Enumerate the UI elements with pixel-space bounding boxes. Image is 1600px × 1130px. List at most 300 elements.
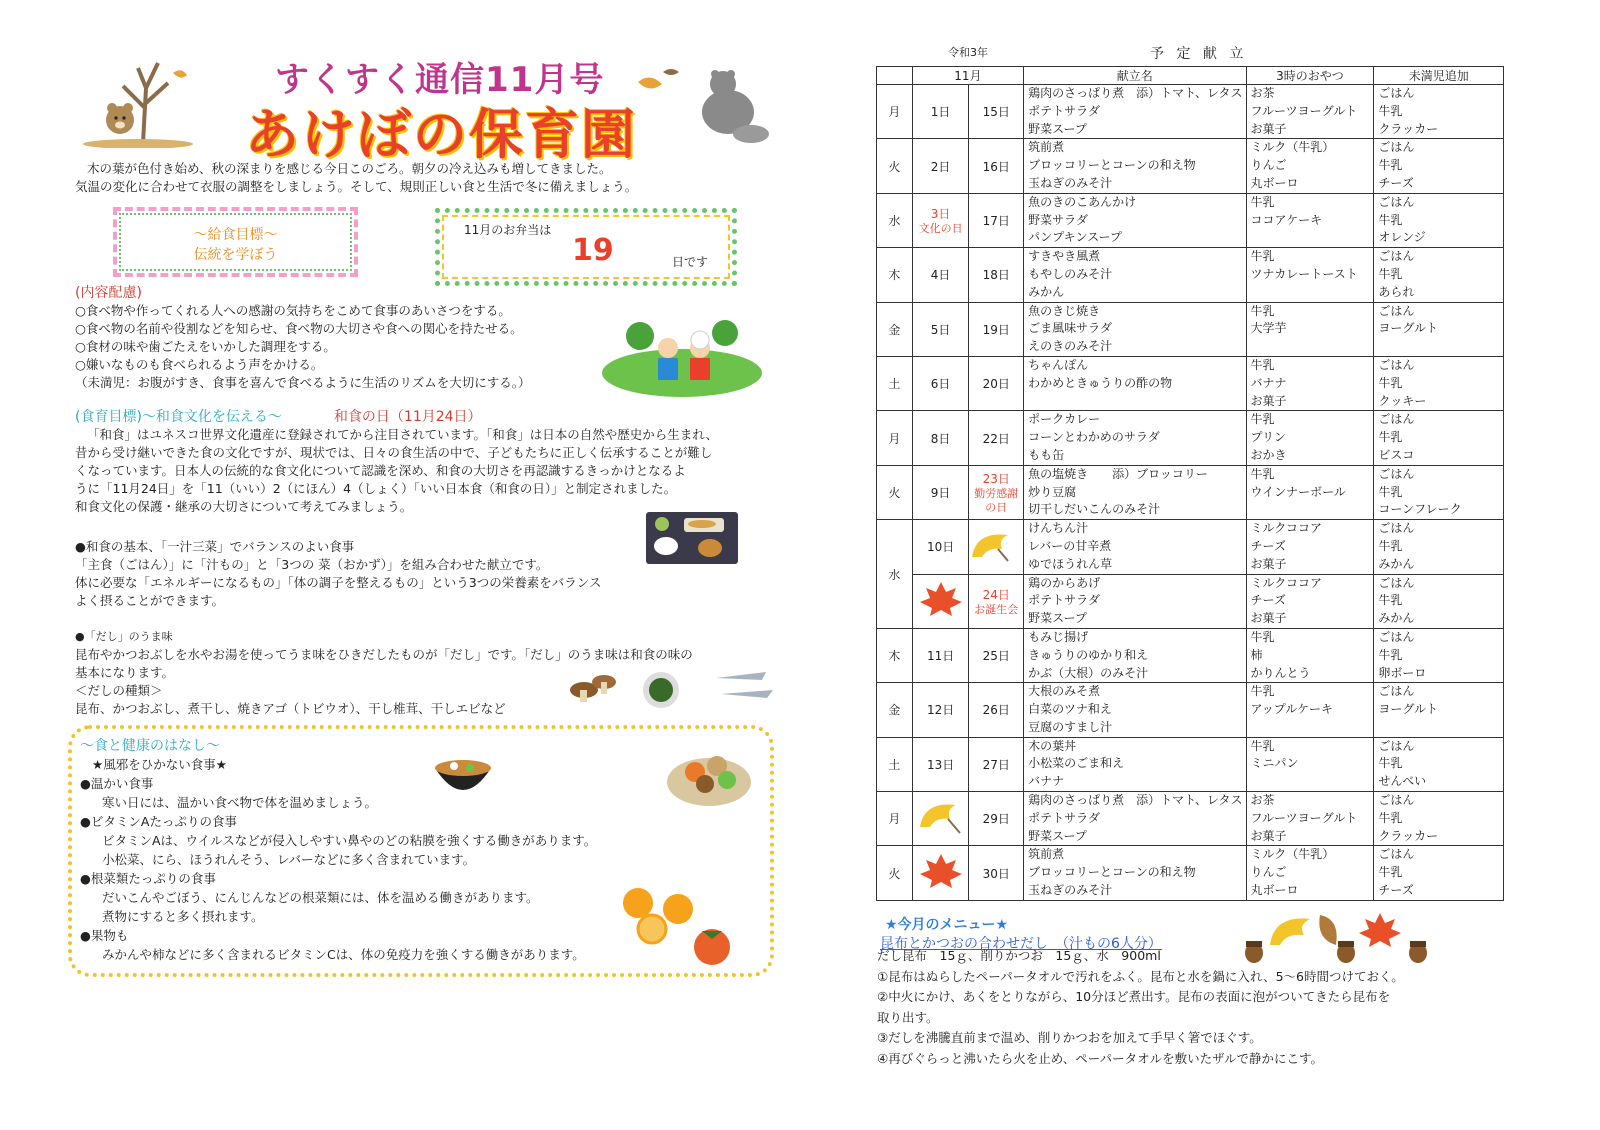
menu-infant-item: クラッカー (1378, 828, 1439, 843)
menu-dishes-item: ごま風味サラダ (1028, 321, 1112, 336)
recipe-heading: ★今月のメニュー★ (885, 917, 1009, 933)
menu-snack-item: りんご (1250, 158, 1287, 173)
menu-date-value: 9日 (930, 485, 951, 500)
menu-date (969, 356, 1024, 410)
menu-date (969, 139, 1024, 193)
nursery-name: あけぼの保育園 (245, 103, 637, 166)
menu-dishes-item: すきやき風煮 (1028, 249, 1101, 264)
menu-dow: 火 (877, 465, 913, 519)
dashi-ingredients-illustration (566, 664, 781, 714)
bento-suffix: 日です (672, 255, 709, 269)
menu-snack-item: お菓子 (1250, 393, 1287, 408)
era-label: 令和3年 (948, 46, 988, 59)
menu-row (877, 248, 1504, 302)
menu-snack-item (1251, 338, 1371, 356)
menu-date (912, 139, 969, 193)
menu-date (912, 737, 969, 791)
menu-snack-item: 柿 (1250, 647, 1263, 662)
menu-snack-item: バナナ (1250, 375, 1287, 390)
menu-infant-item: 牛乳 (1378, 865, 1403, 880)
care-heading: (内容配慮) (75, 285, 142, 301)
menu-title: 予 定 献 立 (1150, 46, 1248, 62)
goal-line2: 伝統を学ぼう (193, 247, 278, 263)
menu-infant (1374, 411, 1504, 465)
health-section: ～食と健康のはなし～ ★風邪をひかない食事★ ●温かい食事 寒い日には、温かい食べ物で体を温めましょう。 ●ビタミンAたっぷりの食事 ビタミンAは、ウイルスなどが侵入しやすい鼻やのどの粘膜を強くする働きがあります。 小松菜、にら、ほうれんそう、レバーなどに多く含まれています。 ●根菜類たっぷりの食事 だいこんやごぼう、にんじんなどの根菜類には、体を温める働きがあります。 煮物にすると多く摂れます。 ●果物も みかんや柿などに多く含まれるビタミンCは、体の免疫力を強くする働きがあります。 (80, 738, 597, 962)
menu-dishes-item: ブロッコリーとコーンの和え物 (1028, 158, 1196, 173)
menu-infant-item: 牛乳 (1378, 103, 1403, 118)
menu-dow: 月 (877, 85, 913, 139)
menu-dishes-item: ゆでほうれん草 (1028, 556, 1113, 571)
menu-snack-item: フルーツヨーグルト (1250, 103, 1358, 118)
header-month: 11月 (912, 67, 1023, 85)
menu-snack (1246, 193, 1374, 247)
menu-row (877, 465, 1504, 519)
menu-date-value: 27日 (982, 757, 1010, 772)
menu-snack (1246, 411, 1374, 465)
menu-snack-item (1251, 229, 1371, 247)
menu-infant-item: クッキー (1378, 393, 1427, 408)
menu-dishes-item: 大根のみそ煮 (1028, 684, 1101, 699)
care-section: (内容配慮) ○食べ物や作ってくれる人への感謝の気持ちをこめて食事のあいさつをする。 ○食べ物の名前や役割などを知らせ、食べ物の大切さや食への関心を持たせる。 ○食材の味や歯ごたえをいかした調理をする。 ○嫌いなものも食べられるよう声をかける。 （未満児：お腹がすき、食事を喜んで食べるように生活のリズムを大切にする。） (75, 285, 531, 390)
miso-soup-illustration (432, 748, 494, 804)
menu-infant-item: ごはん (1378, 793, 1415, 808)
menu-date (969, 302, 1024, 356)
nimono-illustration (665, 738, 753, 810)
menu-dow: 金 (877, 683, 913, 737)
menu-dow: 月 (877, 792, 913, 846)
menu-date-value: 10日 (926, 540, 955, 555)
menu-dow: 金 (877, 302, 913, 356)
menu-snack (1246, 302, 1374, 356)
menu-infant-item: あられ (1378, 284, 1415, 299)
lunch-goal-box (113, 207, 358, 277)
menu-infant-item: 牛乳 (1378, 266, 1403, 281)
menu-snack-item: かりんとう (1250, 665, 1311, 680)
menu-snack-item: ミルク（牛乳） (1250, 140, 1335, 155)
bento-days: 19 (572, 233, 614, 268)
menu-dow: 火 (877, 139, 913, 193)
menu-infant-item: みかん (1378, 556, 1415, 571)
menu-table (876, 66, 1504, 901)
menu-dishes-item: バナナ (1028, 774, 1065, 789)
menu-dishes-item: 鶏肉のさっぱり煮 添）トマト、レタス (1028, 86, 1243, 100)
menu-infant-item: ヨーグルト (1378, 321, 1439, 336)
menu-dishes-item: 白菜のツナ和え (1028, 702, 1112, 717)
menu-date-value: 3日 (930, 206, 951, 221)
menu-snack-item: 牛乳 (1250, 738, 1275, 753)
menu-dishes-item: 鶏のからあげ (1028, 575, 1101, 590)
menu-date (912, 628, 969, 682)
menu-dishes-item: コーンとわかめのサラダ (1028, 430, 1160, 445)
menu-date (969, 248, 1024, 302)
menu-infant-item: 卵ボーロ (1378, 665, 1427, 680)
menu-snack-item: 牛乳 (1250, 684, 1275, 699)
menu-date (912, 683, 969, 737)
menu-snack-item: ミルクココア (1250, 575, 1323, 590)
menu-dishes-item: もみじ揚げ (1028, 629, 1089, 644)
menu-date (969, 85, 1024, 139)
menu-infant (1374, 85, 1504, 139)
menu-infant-item: チーズ (1378, 175, 1414, 190)
menu-dishes-item: ポテトサラダ (1028, 810, 1100, 825)
menu-infant-item: ビスコ (1378, 447, 1415, 462)
goal-line1: ～給食目標～ (193, 227, 278, 243)
menu-infant-item: クラッカー (1378, 121, 1439, 136)
menu-snack-item: フルーツヨーグルト (1250, 810, 1358, 825)
menu-infant-item: 牛乳 (1378, 593, 1403, 608)
menu-dishes (1024, 683, 1246, 737)
menu-snack-item: チーズ (1250, 538, 1286, 553)
menu-infant-item (1378, 719, 1500, 737)
menu-dishes (1024, 520, 1246, 574)
menu-snack-item: お菓子 (1250, 556, 1287, 571)
menu-dow: 月 (877, 411, 913, 465)
menu-infant-item: 牛乳 (1378, 538, 1403, 553)
squirrel-leaves-illustration (633, 62, 773, 152)
menu-dishes-item: 鶏肉のさっぱり煮 添）トマト、レタス (1028, 793, 1243, 808)
menu-row (877, 628, 1504, 682)
menu-infant (1374, 574, 1504, 628)
menu-row (877, 792, 1504, 846)
menu-infant-item: オレンジ (1378, 230, 1426, 245)
menu-date-value: 5日 (930, 322, 951, 337)
menu-infant-item: ごはん (1378, 521, 1415, 536)
menu-infant-item: ごはん (1378, 847, 1415, 862)
menu-dishes-item: わかめときゅうりの酢の物 (1028, 375, 1173, 390)
menu-snack-item: ミルク（牛乳） (1250, 847, 1335, 862)
menu-dishes-item (1028, 393, 1242, 411)
intro-text: 木の葉が色付き始め、秋の深まりを感じる今日このごろ。朝夕の冷え込みも増してきました。 気温の変化に合わせて衣服の調整をしましょう。そして、規則正しい食と生活で冬に備えましょう。 (75, 161, 638, 194)
menu-snack-item: 牛乳 (1250, 629, 1275, 644)
menu-dishes (1024, 628, 1246, 682)
ginkgo-leaf-icon (968, 527, 1014, 565)
menu-infant-item: ごはん (1378, 738, 1415, 753)
menu-date (912, 465, 969, 519)
menu-date (969, 193, 1024, 247)
menu-snack-item: お菓子 (1250, 611, 1287, 626)
menu-snack (1246, 248, 1374, 302)
menu-dishes-item: ポテトサラダ (1028, 103, 1100, 118)
menu-dishes-item: ポークカレー (1028, 412, 1101, 427)
menu-date (969, 628, 1024, 682)
menu-infant-item: 牛乳 (1378, 158, 1403, 173)
menu-infant-item: ごはん (1378, 357, 1415, 372)
menu-dishes-item: 野菜サラダ (1028, 212, 1088, 227)
menu-infant (1374, 139, 1504, 193)
menu-dishes-item: 小松菜のごま和え (1028, 756, 1125, 771)
menu-date-value: 23日 (982, 471, 1010, 486)
menu-snack-item: おかき (1250, 447, 1287, 462)
menu-snack (1246, 139, 1374, 193)
menu-snack (1246, 628, 1374, 682)
menu-snack-item: ツナカレートースト (1250, 266, 1358, 281)
header-dishes: 献立名 (1024, 67, 1246, 85)
menu-dishes (1024, 574, 1246, 628)
menu-infant-item: 牛乳 (1378, 484, 1403, 499)
menu-dishes (1024, 193, 1246, 247)
washoku-day: 和食の日（11月24日） (333, 409, 482, 425)
menu-date (969, 737, 1024, 791)
menu-snack-item: ミニパン (1250, 756, 1299, 771)
menu-snack-item: お菓子 (1250, 121, 1287, 136)
menu-date-value: 19日 (982, 322, 1010, 337)
menu-dishes (1024, 846, 1246, 900)
menu-snack-item: 牛乳 (1250, 194, 1275, 209)
menu-infant (1374, 520, 1504, 574)
menu-snack (1246, 846, 1374, 900)
recipe-ingredients: だし昆布 15ｇ、削りかつお 15ｇ、水 900ml (877, 948, 1161, 963)
menu-date-value: 25日 (982, 649, 1010, 664)
menu-date-value: 20日 (982, 377, 1010, 392)
menu-dishes-item: 玉ねぎのみそ汁 (1028, 175, 1113, 190)
menu-date-value: 8日 (930, 431, 951, 446)
menu-dishes-item: きゅうりのゆかり和え (1028, 647, 1149, 662)
menu-infant (1374, 683, 1504, 737)
menu-infant-item: 牛乳 (1378, 756, 1403, 771)
menu-date (912, 248, 969, 302)
menu-infant-item: ごはん (1378, 140, 1415, 155)
menu-snack-item: ココアケーキ (1250, 212, 1323, 227)
menu-dishes (1024, 411, 1246, 465)
menu-row (877, 85, 1504, 139)
menu-date (912, 411, 969, 465)
menu-dishes-item: パンプキンスープ (1028, 230, 1122, 245)
menu-header-row (877, 67, 1504, 85)
menu-date (912, 520, 969, 574)
menu-infant-item: ごはん (1378, 575, 1415, 590)
menu-row (877, 193, 1504, 247)
menu-infant-item: 牛乳 (1378, 810, 1403, 825)
menu-snack-item: 丸ボーロ (1250, 175, 1299, 190)
menu-dishes-item: 野菜スープ (1028, 828, 1087, 843)
menu-snack-item (1251, 284, 1371, 302)
menu-snack (1246, 85, 1374, 139)
menu-dishes (1024, 248, 1246, 302)
menu-snack (1246, 574, 1374, 628)
bento-label: 11月のお弁当は (464, 223, 552, 237)
menu-date (912, 356, 969, 410)
menu-snack-item (1251, 501, 1371, 519)
maple-leaf-icon (918, 852, 964, 892)
menu-date-value: 17日 (982, 213, 1010, 228)
menu-dishes-item: けんちん汁 (1028, 521, 1089, 536)
washoku-tray-illustration (644, 508, 740, 566)
menu-holiday-note: 勤労感謝の日 (974, 486, 1019, 514)
fruits-illustration (622, 885, 734, 967)
menu-dishes (1024, 356, 1246, 410)
dashi-section: ●「だし」のうま味 昆布やかつおぶしを水やお湯を使ってうま味をひきだしたものが「だし」です。「だし」のうま味は和食の味の 基本になります。 ＜だしの種類＞ 昆布、かつおぶし、煮干し、焼きアゴ（トビウオ）、干し椎茸、干しエビなど (75, 630, 693, 716)
menu-snack-item: お菓子 (1250, 828, 1287, 843)
menu-date (969, 792, 1024, 846)
recipe-body: だし昆布 15ｇ、削りかつお 15ｇ、水 900ml ①昆布はぬらしたペーパータオルで汚れをふく。昆布と水を鍋に入れ、5～6時間つけておく。 ②中火にかけ、あくをとりながら、10分ほど煮出す。昆布の表面に泡がついてきたら昆布を 取り出す。 ③だしを沸騰直前まで温め、削りかつおを加えて手早く箸でほぐす。 ④再びぐらっと沸いたら火を止め、ペーパータオルを敷いたザルで静かにこす。 (877, 948, 1404, 1066)
menu-infant (1374, 193, 1504, 247)
menu-dishes (1024, 85, 1246, 139)
menu-snack-item: 大学芋 (1250, 321, 1287, 336)
menu-dishes-item: ちゃんぽん (1028, 357, 1089, 372)
menu-dishes-item: 筑前煮 (1028, 847, 1065, 862)
menu-infant (1374, 792, 1504, 846)
menu-date-value: 26日 (982, 703, 1010, 718)
menu-dow: 土 (877, 737, 913, 791)
menu-dishes-item: えのきのみそ汁 (1028, 339, 1113, 354)
menu-dishes-item: 野菜スープ (1028, 121, 1087, 136)
menu-dishes-item: 切干しだいこんのみそ汁 (1028, 502, 1161, 517)
menu-date (969, 465, 1024, 519)
menu-date-value: 6日 (930, 377, 951, 392)
menu-dow: 土 (877, 356, 913, 410)
menu-snack-item (1251, 773, 1371, 791)
menu-dishes (1024, 302, 1246, 356)
menu-date-value: 16日 (982, 159, 1010, 174)
menu-date (969, 574, 1024, 628)
menu-infant-item: ヨーグルト (1378, 702, 1439, 717)
menu-infant-item (1378, 338, 1500, 356)
menu-snack-item: アップルケーキ (1250, 702, 1333, 717)
menu-infant (1374, 737, 1504, 791)
menu-dishes-item: 豆腐のすまし汁 (1028, 719, 1113, 734)
menu-holiday-note: 文化の日 (918, 221, 963, 235)
menu-infant-item: みかん (1378, 611, 1415, 626)
menu-snack-item: 牛乳 (1250, 466, 1275, 481)
menu-snack-item: 牛乳 (1250, 412, 1275, 427)
shokuiku-section: (食育目標)～和食文化を伝える～ 和食の日（11月24日） 「和食」はユネスコ世界文化遺産に登録されてから注目されています。「和食」は日本の自然や歴史から生まれ、 昔から受け継いできた食の文化ですが、現状では、日々の食生活の中で、子どもたちに正しく伝承することが難し くなっています。日本人の伝統的な食文化について認識を深め、和食の大切さを再認識するきっかけとなるよ うに「11月24日」を「11（いい）2（にほん）4（しょく）「いい日本食（和食の日）」と制定されました。 和食文化の保護・継承の大切さについて考えてみましょう。 (75, 409, 719, 514)
menu-infant-item: 牛乳 (1378, 647, 1403, 662)
menu-holiday-note: お誕生会 (974, 602, 1019, 616)
menu-infant (1374, 302, 1504, 356)
menu-infant-item: ごはん (1378, 249, 1415, 264)
menu-dishes-item: 炒り豆腐 (1028, 484, 1077, 499)
menu-infant-item: せんべい (1378, 774, 1427, 789)
menu-dishes (1024, 465, 1246, 519)
menu-infant-item: 牛乳 (1378, 212, 1403, 227)
menu-date-value: 15日 (982, 105, 1010, 120)
menu-infant-item: ごはん (1378, 194, 1415, 209)
menu-date-value: 13日 (926, 757, 955, 772)
menu-dishes-item: 魚の塩焼き 添）ブロッコリー (1028, 466, 1208, 481)
menu-dow: 水 (877, 520, 913, 629)
menu-dishes-item: 野菜スープ (1028, 611, 1087, 626)
menu-snack-item: ミルクココア (1250, 521, 1323, 536)
ichiju-heading: ●和食の基本、「一汁三菜」でバランスのよい食事 (75, 539, 355, 554)
menu-snack-item: お茶 (1250, 793, 1275, 808)
menu-dishes-item: 玉ねぎのみそ汁 (1028, 883, 1113, 898)
recipe-title: 昆布とかつおの合わせだし （汁もの6人分） (880, 936, 1162, 952)
menu-infant-item: コーンフレーク (1378, 502, 1462, 517)
tree-bear-illustration (78, 48, 198, 148)
menu-dishes-item: みかん (1028, 284, 1065, 299)
ichiju-section: ●和食の基本、「一汁三菜」でバランスのよい食事 「主食（ごはん）」に「汁もの」と「3つの 菜（おかず）」を組み合わせた献立です。 体に必要な「エネルギーになるもの」「体の調子を整えるもの」という3つの栄養素をバランス よく摂ることができます。 (75, 539, 602, 608)
menu-row (877, 846, 1504, 900)
menu-dishes-item: ポテトサラダ (1028, 593, 1100, 608)
menu-snack-item: 牛乳 (1250, 303, 1275, 318)
menu-infant-item: ごはん (1378, 412, 1415, 427)
kids-picnic-illustration (600, 318, 765, 398)
dashi-heading: ●「だし」のうま味 (75, 630, 173, 643)
menu-snack (1246, 683, 1374, 737)
menu-snack-item: 牛乳 (1250, 249, 1275, 264)
menu-row (877, 356, 1504, 410)
menu-infant (1374, 248, 1504, 302)
menu-dishes-item: かぶ（大根）のみそ汁 (1028, 665, 1149, 680)
menu-infant (1374, 628, 1504, 682)
menu-date-value: 11日 (926, 649, 955, 664)
menu-date (912, 85, 969, 139)
menu-date-value: 2日 (930, 159, 951, 174)
menu-snack (1246, 792, 1374, 846)
menu-row (877, 302, 1504, 356)
menu-dishes-item: 木の葉丼 (1028, 738, 1077, 753)
menu-date-value: 12日 (926, 703, 955, 718)
menu-dishes (1024, 737, 1246, 791)
menu-row (877, 574, 1504, 628)
menu-date-value: 18日 (982, 268, 1010, 283)
menu-date (912, 193, 969, 247)
menu-infant (1374, 356, 1504, 410)
menu-snack-item: ウインナーボール (1250, 484, 1346, 499)
menu-date (912, 302, 969, 356)
ginkgo-leaf-icon (916, 799, 966, 837)
menu-dow: 木 (877, 248, 913, 302)
menu-snack-item: プリン (1250, 430, 1287, 445)
menu-date (969, 683, 1024, 737)
health-subheading: ★風邪をひかない食事★ (92, 757, 227, 772)
health-heading: ～食と健康のはなし～ (80, 738, 220, 754)
menu-snack (1246, 465, 1374, 519)
menu-dishes-item: 魚のきのこあんかけ (1028, 194, 1137, 209)
menu-dishes-item: もやしのみそ汁 (1028, 266, 1113, 281)
menu-row (877, 683, 1504, 737)
menu-snack-item: りんご (1250, 865, 1287, 880)
menu-dow: 火 (877, 846, 913, 900)
menu-dishes-item: 魚のきじ焼き (1028, 303, 1101, 318)
newsletter-title: すくすく通信11月号 (275, 60, 605, 100)
menu-infant-item: 牛乳 (1378, 430, 1403, 445)
menu-dishes-item: もも缶 (1028, 447, 1065, 462)
menu-infant (1374, 846, 1504, 900)
header-snack: 3時のおやつ (1246, 67, 1374, 85)
menu-row (877, 411, 1504, 465)
menu-infant-item: 牛乳 (1378, 375, 1403, 390)
menu-dishes (1024, 139, 1246, 193)
menu-snack-item: 丸ボーロ (1250, 883, 1299, 898)
menu-dishes (1024, 792, 1246, 846)
menu-infant-item: ごはん (1378, 629, 1415, 644)
menu-snack-item: お茶 (1250, 86, 1275, 100)
menu-date-value: 24日 (982, 587, 1010, 602)
menu-date-value: 30日 (982, 866, 1010, 881)
menu-infant (1374, 465, 1504, 519)
menu-infant-item: ごはん (1378, 466, 1415, 481)
menu-snack-item: チーズ (1250, 593, 1286, 608)
menu-date (969, 846, 1024, 900)
menu-dishes-item: レバーの甘辛煮 (1028, 538, 1112, 553)
menu-date-value: 29日 (982, 812, 1010, 827)
menu-dishes-item: ブロッコリーとコーンの和え物 (1028, 865, 1196, 880)
menu-infant-item: チーズ (1378, 883, 1414, 898)
menu-infant-item: ごはん (1378, 86, 1415, 100)
menu-snack (1246, 737, 1374, 791)
menu-date-value: 4日 (930, 268, 951, 283)
menu-dow: 水 (877, 193, 913, 247)
shokuiku-heading: (食育目標)～和食文化を伝える～ (75, 409, 282, 425)
menu-dishes-item: 筑前煮 (1028, 140, 1065, 155)
menu-infant-item: ごはん (1378, 684, 1415, 699)
menu-snack (1246, 356, 1374, 410)
maple-leaf-icon (918, 580, 964, 620)
menu-snack-item (1251, 719, 1371, 737)
menu-snack-item: 牛乳 (1250, 357, 1275, 372)
menu-dow: 木 (877, 628, 913, 682)
